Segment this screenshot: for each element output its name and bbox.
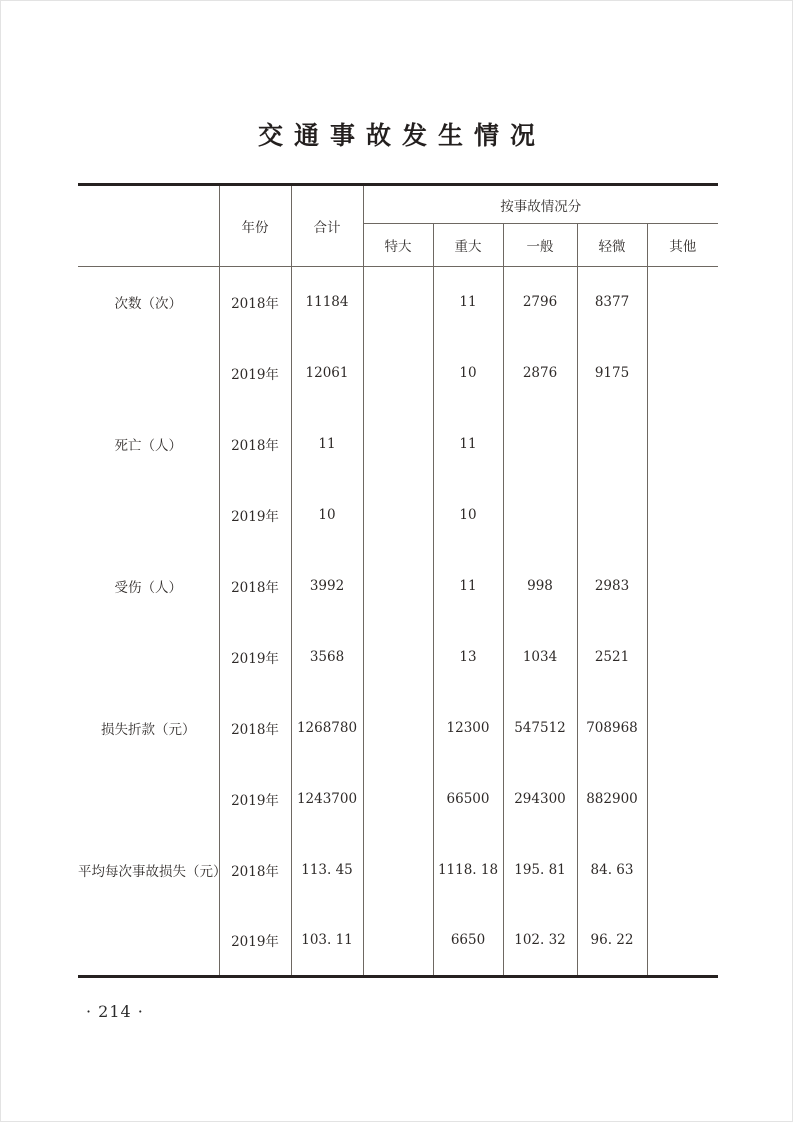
major-cell: 66500 (433, 764, 503, 835)
general-cell: 195. 81 (503, 835, 577, 906)
table-row (78, 693, 718, 764)
major-cell: 12300 (433, 693, 503, 764)
other-cell (647, 835, 718, 906)
major-cell: 1118. 18 (433, 835, 503, 906)
other-cell (647, 622, 718, 693)
indicator-cell (78, 906, 219, 977)
table-row (78, 267, 718, 338)
minor-cell: 2983 (577, 551, 647, 622)
table-row (78, 835, 718, 906)
general-cell: 1034 (503, 622, 577, 693)
minor-cell (577, 480, 647, 551)
general-cell: 294300 (503, 764, 577, 835)
year-cell: 2018年 (219, 267, 291, 338)
header-corner (78, 185, 219, 267)
other-cell (647, 906, 718, 977)
extra-large-cell (363, 835, 433, 906)
other-cell (647, 764, 718, 835)
extra-large-cell (363, 409, 433, 480)
general-cell: 2796 (503, 267, 577, 338)
header-general: 一般 (503, 224, 577, 267)
major-cell: 11 (433, 409, 503, 480)
year-cell: 2019年 (219, 480, 291, 551)
indicator-cell (78, 480, 219, 551)
total-cell: 11184 (291, 267, 363, 338)
table-row (78, 409, 718, 480)
traffic-accident-table (78, 183, 718, 978)
total-cell: 3992 (291, 551, 363, 622)
major-cell: 6650 (433, 906, 503, 977)
minor-cell: 882900 (577, 764, 647, 835)
total-cell: 3568 (291, 622, 363, 693)
minor-cell: 96. 22 (577, 906, 647, 977)
page-title: 交通事故发生情况 (257, 121, 546, 150)
indicator-cell (78, 764, 219, 835)
year-cell: 2018年 (219, 409, 291, 480)
table-row (78, 764, 718, 835)
year-cell: 2019年 (219, 338, 291, 409)
total-cell: 11 (291, 409, 363, 480)
extra-large-cell (363, 693, 433, 764)
extra-large-cell (363, 267, 433, 338)
header-row-group (78, 185, 718, 224)
total-cell: 12061 (291, 338, 363, 409)
indicator-cell: 受伤（人） (114, 580, 182, 596)
minor-cell: 708968 (577, 693, 647, 764)
indicator-cell: 平均每次事故损失（元） (78, 864, 227, 880)
major-cell: 10 (433, 480, 503, 551)
general-cell: 547512 (503, 693, 577, 764)
header-minor: 轻微 (577, 224, 647, 267)
total-cell: 10 (291, 480, 363, 551)
major-cell: 11 (433, 551, 503, 622)
other-cell (647, 338, 718, 409)
major-cell: 10 (433, 338, 503, 409)
header-group-by-situation: 按事故情况分 (363, 185, 718, 224)
year-cell: 2019年 (219, 764, 291, 835)
other-cell (647, 551, 718, 622)
total-cell: 1268780 (291, 693, 363, 764)
indicator-cell (78, 338, 219, 409)
other-cell (647, 267, 718, 338)
total-cell: 1243700 (291, 764, 363, 835)
extra-large-cell (363, 622, 433, 693)
extra-large-cell (363, 764, 433, 835)
other-cell (647, 409, 718, 480)
year-cell: 2018年 (219, 693, 291, 764)
table-row (78, 622, 718, 693)
minor-cell (577, 409, 647, 480)
other-cell (647, 693, 718, 764)
extra-large-cell (363, 338, 433, 409)
general-cell: 2876 (503, 338, 577, 409)
indicator-cell (78, 622, 219, 693)
indicator-cell: 死亡（人） (114, 438, 182, 454)
indicator-cell: 损失折款（元） (101, 722, 196, 738)
header-other: 其他 (647, 224, 718, 267)
page-number: · 214 · (86, 1002, 144, 1021)
year-cell: 2018年 (219, 551, 291, 622)
general-cell (503, 480, 577, 551)
major-cell: 11 (433, 267, 503, 338)
total-cell: 103. 11 (291, 906, 363, 977)
year-cell: 2018年 (219, 835, 291, 906)
indicator-cell: 次数（次） (114, 296, 182, 313)
minor-cell: 84. 63 (577, 835, 647, 906)
header-extra-large: 特大 (363, 224, 433, 267)
year-cell: 2019年 (219, 622, 291, 693)
minor-cell: 9175 (577, 338, 647, 409)
minor-cell: 2521 (577, 622, 647, 693)
general-cell: 102. 32 (503, 906, 577, 977)
year-cell: 2019年 (219, 906, 291, 977)
extra-large-cell (363, 906, 433, 977)
other-cell (647, 480, 718, 551)
header-major: 重大 (433, 224, 503, 267)
header-total: 合计 (291, 185, 363, 267)
major-cell: 13 (433, 622, 503, 693)
header-year: 年份 (219, 185, 291, 267)
table-row (78, 906, 718, 977)
table-row (78, 338, 718, 409)
total-cell: 113. 45 (291, 835, 363, 906)
table-row (78, 480, 718, 551)
minor-cell: 8377 (577, 267, 647, 338)
extra-large-cell (363, 551, 433, 622)
extra-large-cell (363, 480, 433, 551)
general-cell: 998 (503, 551, 577, 622)
table-row (78, 551, 718, 622)
general-cell (503, 409, 577, 480)
